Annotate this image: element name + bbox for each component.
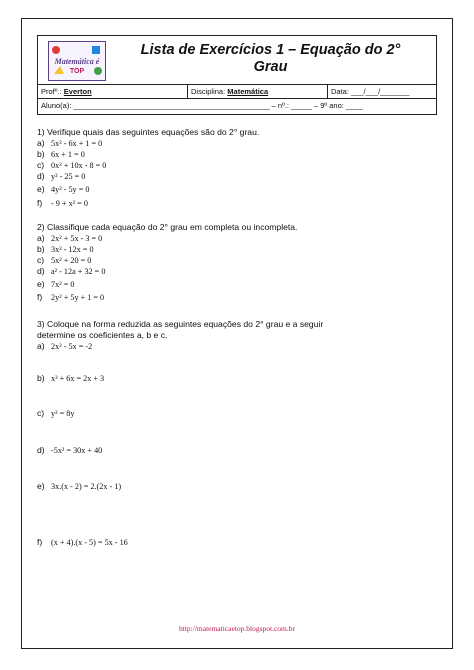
info-row-teacher <box>38 84 436 99</box>
discipline-label: Disciplina: <box>191 87 226 96</box>
equation: 5x² + 20 = 0 <box>51 256 92 265</box>
item-label: a) <box>37 341 45 351</box>
item-label: e) <box>37 184 45 194</box>
student-field[interactable]: Aluno(a): _______________________________________________ – nº.: _____ – 9º ano: ____ <box>41 101 363 110</box>
question-1-text: 1) Verifique quais das seguintes equações são do 2° grau. <box>37 127 260 137</box>
equation: - 9 + x² = 0 <box>51 199 88 208</box>
equation: (x + 4).(x - 5) = 5x - 16 <box>51 538 128 547</box>
teacher-cell <box>38 85 188 99</box>
question-2-text: 2) Classifique cada equação do 2° grau em completa ou incompleta. <box>37 222 298 232</box>
student-row <box>38 98 436 113</box>
q1-item <box>37 149 85 160</box>
title-line1: Lista de Exercícios 1 – Equação do 2° <box>140 42 401 58</box>
item-label: d) <box>37 171 45 181</box>
teacher-label: Profº.: <box>41 87 62 96</box>
q2-item <box>37 292 104 303</box>
q2-item <box>37 233 102 244</box>
item-label: a) <box>37 138 45 148</box>
question-3-line2: determine os coeficientes a, b e c. <box>37 330 168 340</box>
item-label: b) <box>37 373 45 383</box>
q1-item <box>37 184 89 195</box>
q2-item <box>37 279 74 290</box>
svg-text:Matemática é: Matemática é <box>54 57 100 66</box>
item-label: b) <box>37 149 45 159</box>
item-label: c) <box>37 408 45 418</box>
equation: a² - 12a + 32 = 0 <box>51 267 106 276</box>
item-label: e) <box>37 279 45 289</box>
equation: 3x.(x - 2) = 2.(2x - 1) <box>51 482 122 491</box>
q1-item <box>37 160 106 171</box>
question-3-text <box>37 319 437 341</box>
equation: 6x + 1 = 0 <box>51 150 85 159</box>
discipline-name: Matemática <box>227 87 269 96</box>
equation: -5x² = 30x + 40 <box>51 446 103 455</box>
q3-item <box>37 445 102 456</box>
equation: 2x² - 5x = -2 <box>51 342 93 351</box>
item-label: a) <box>37 233 45 243</box>
item-label: d) <box>37 445 45 455</box>
q3-item <box>37 341 92 352</box>
question-3-line1: 3) Coloque na forma reduzida as seguintes equações do 2° grau e a seguir <box>37 319 324 329</box>
page-title <box>118 42 423 76</box>
q3-item <box>37 373 104 384</box>
footer-url[interactable]: http://matematicaetop.blogspot.com.br <box>178 624 295 633</box>
q2-item <box>37 255 91 266</box>
equation: 0x² + 10x - 8 = 0 <box>51 161 107 170</box>
title-line2: Grau <box>253 59 288 75</box>
equation: x² + 6x = 2x + 3 <box>51 374 105 383</box>
discipline-cell <box>188 85 328 99</box>
item-label: f) <box>37 537 43 547</box>
logo <box>48 41 106 81</box>
equation: y² - 25 = 0 <box>51 172 86 181</box>
q1-item <box>37 171 85 182</box>
q1-item <box>37 198 88 209</box>
item-label: f) <box>37 292 43 302</box>
item-label: e) <box>37 481 45 491</box>
q2-item <box>37 266 105 277</box>
equation: 4y² - 5y = 0 <box>51 185 90 194</box>
q1-item <box>37 138 102 149</box>
svg-text:TOP: TOP <box>69 68 85 75</box>
q3-item <box>37 481 121 492</box>
equation: 7x² = 0 <box>51 280 75 289</box>
header-box <box>37 35 437 115</box>
teacher-name: Everton <box>63 87 92 96</box>
equation: 2y² + 5y + 1 = 0 <box>51 293 105 302</box>
equation: 5x² - 6x + 1 = 0 <box>51 139 103 148</box>
item-label: f) <box>37 198 43 208</box>
q2-item <box>37 244 94 255</box>
item-label: c) <box>37 255 45 265</box>
item-label: d) <box>37 266 45 276</box>
date-cell[interactable]: Data: ___/___/_______ <box>331 87 410 96</box>
item-label: b) <box>37 244 45 254</box>
equation: 2x² + 5x - 3 = 0 <box>51 234 103 243</box>
equation: y² = 8y <box>51 409 75 418</box>
equation: 3x² - 12x = 0 <box>51 245 94 254</box>
q3-item <box>37 408 74 419</box>
item-label: c) <box>37 160 45 170</box>
q3-item <box>37 537 128 548</box>
